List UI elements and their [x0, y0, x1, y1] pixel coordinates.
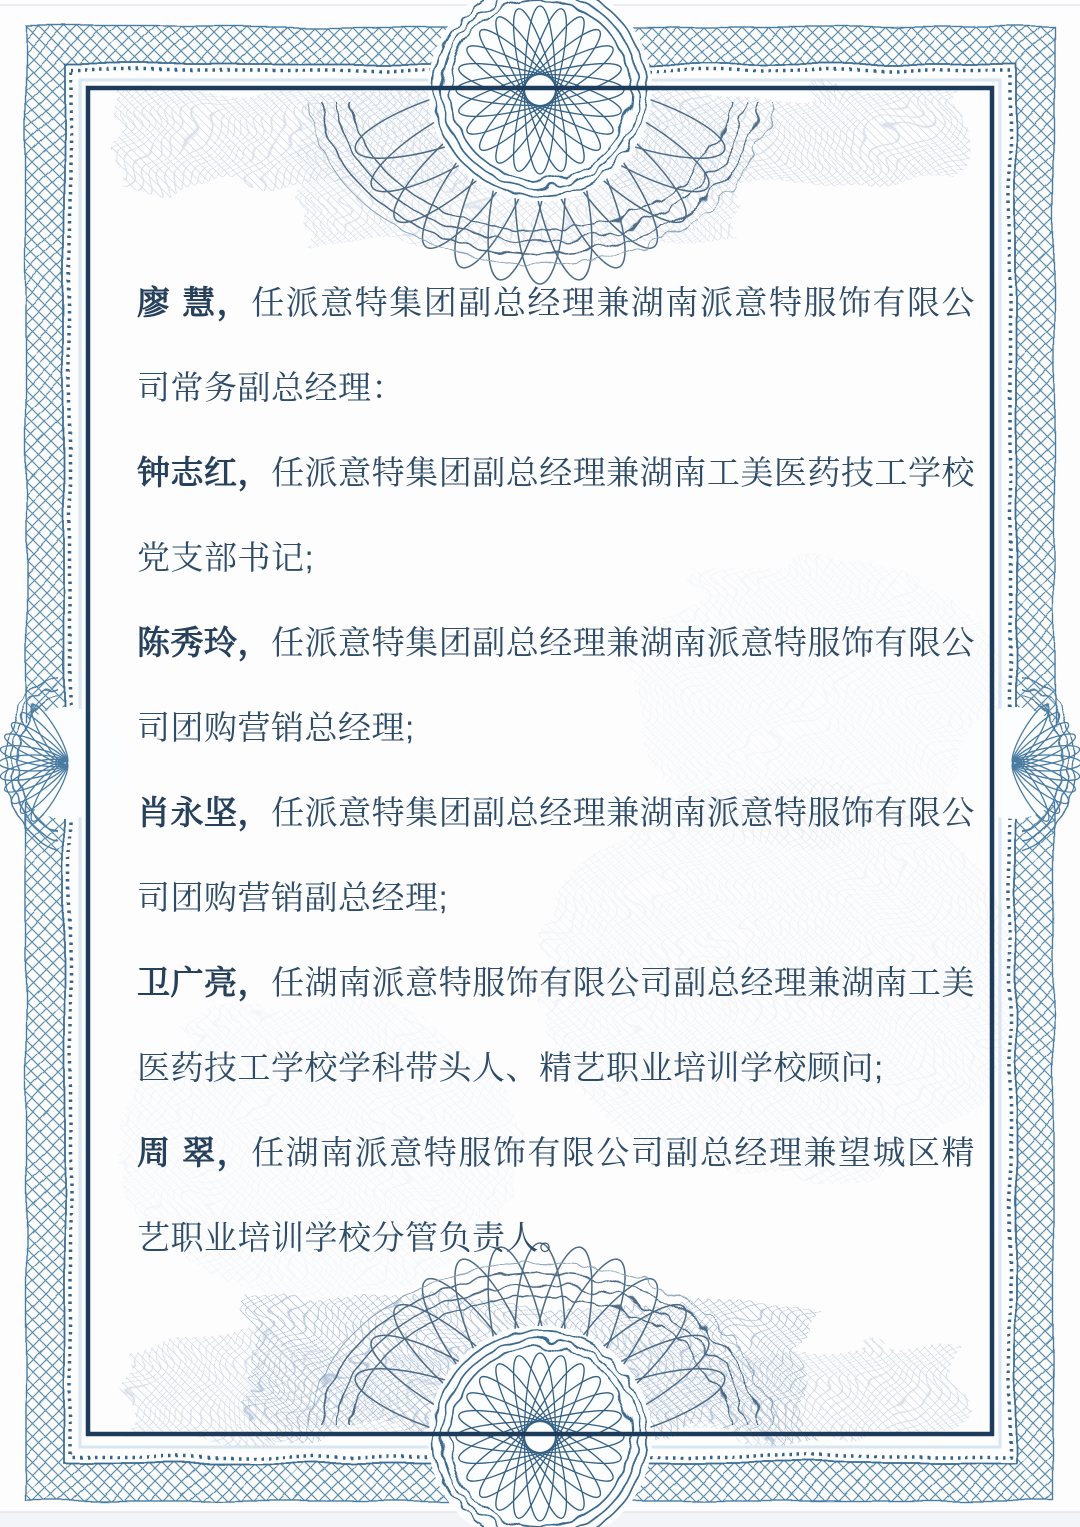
person-name: 肖永坚 [137, 794, 238, 831]
appointment-paragraph [137, 430, 975, 600]
name-comma: ， [216, 284, 252, 321]
person-name: 钟志红 [137, 454, 238, 491]
name-comma: ， [237, 624, 272, 661]
name-comma: ， [237, 964, 272, 1001]
person-name: 周 翠 [137, 1134, 217, 1171]
person-name: 陈秀玲 [137, 624, 238, 661]
appointment-paragraph [137, 1110, 975, 1280]
appointment-text: 任派意特集团副总经理兼湖南工美医药技工学校党支部书记; [137, 454, 976, 576]
appointment-text: 任派意特集团副总经理兼湖南派意特服饰有限公司团购营销副总经理; [137, 794, 976, 916]
announcement-text-block [137, 260, 975, 1280]
appointment-text: 任派意特集团副总经理兼湖南派意特服饰有限公司团购营销总经理; [137, 624, 976, 746]
appointment-text: 任湖南派意特服饰有限公司副总经理兼望城区精艺职业培训学校分管负责人。 [137, 1134, 976, 1256]
name-comma: ， [216, 1134, 252, 1171]
appointment-paragraph [137, 260, 975, 430]
appointment-text: 任湖南派意特服饰有限公司副总经理兼湖南工美医药技工学校学科带头人、精艺职业培训学校顾问; [137, 964, 976, 1086]
person-name: 卫广亮 [137, 964, 238, 1001]
appointment-text: 任派意特集团副总经理兼湖南派意特服饰有限公司常务副总经理： [137, 284, 976, 406]
name-comma: ， [237, 794, 272, 831]
appointment-paragraph [137, 600, 975, 770]
name-comma: ， [237, 454, 272, 491]
appointment-paragraph [137, 770, 975, 940]
appointment-paragraph [137, 940, 975, 1110]
person-name: 廖 慧 [137, 284, 217, 321]
